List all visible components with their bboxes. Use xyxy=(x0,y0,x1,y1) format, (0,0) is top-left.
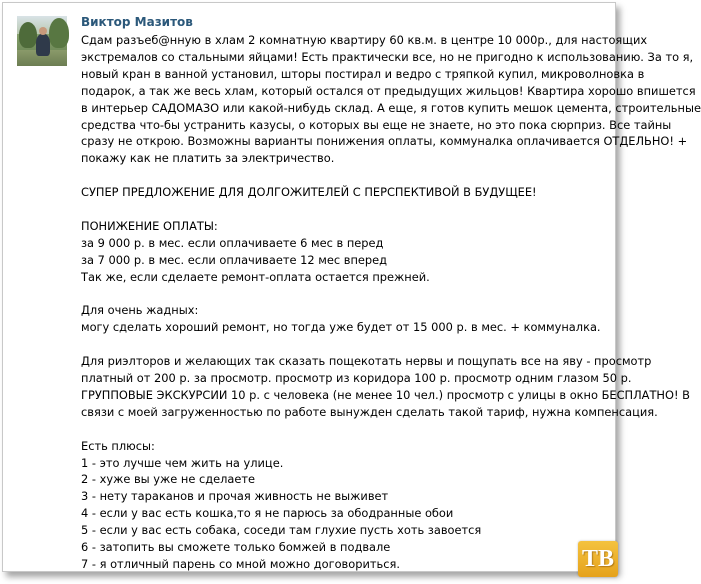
post-line: ГРУППОВЫЕ ЭКСКУРСИИ 10 р. с человека (не менее 10 чел.) просмотр с улицы в окно БЕСПЛАТНО! В xyxy=(81,387,690,402)
tv-logo-text: ТВ xyxy=(581,546,614,572)
post-line xyxy=(81,286,603,303)
post-line: Для риэлторов и желающих так сказать пощекотать нервы и пощупать все на яву - просмотр xyxy=(81,354,652,369)
post-line: связи с моей загруженностью по работе вынужден сделать такой тариф, нужна компенсация. xyxy=(81,404,658,419)
post-line: за 7 000 р. в мес. если оплачиваете 12 мес вперед xyxy=(81,252,388,267)
post-line: подарок, а так же весь хлам, который остался от предыдущих жильцов! Квартира хорошо впишется xyxy=(81,83,696,98)
post-line: 3 - нету тараканов и прочая живность не выживет xyxy=(81,489,389,504)
post-line: Есть плюсы: xyxy=(81,438,155,453)
tv-logo xyxy=(578,541,618,577)
post-line xyxy=(81,336,603,353)
post-line: Для очень жадных: xyxy=(81,303,199,318)
screenshot-frame xyxy=(2,2,701,572)
post-line: могу сделать хороший ремонт, но тогда уже будет от 15 000 р. в мес. + коммуналка. xyxy=(81,320,601,335)
post-line: новый кран в ванной установил, шторы постирал и ведро с тряпкой купил, микроволновка в xyxy=(81,66,645,81)
post-line: сразу не открою. Возможны варианты понижения оплаты, коммуналка оплачивается ОТДЕЛЬНО! + xyxy=(81,134,688,149)
post-line: ПОНИЖЕНИЕ ОПЛАТЫ: xyxy=(81,218,218,233)
post-line: средства что-бы устранить казусы, о которых вы еще не знаете, но это пока сюрприз. Все тайны xyxy=(81,117,672,132)
post-line xyxy=(81,201,603,218)
post-line: 6 - затопить вы сможете только бомжей в подвале xyxy=(81,540,391,555)
post-line: СУПЕР ПРЕДЛОЖЕНИЕ ДЛЯ ДОЛГОЖИТЕЛЕЙ С ПЕРСПЕКТИВОЙ В БУДУЩЕЕ! xyxy=(81,185,537,200)
post-line: платный от 200 р. за просмотр. просмотр из коридора 100 р. просмотр одним глазом 50 р. xyxy=(81,371,632,386)
post-line: за 9 000 р. в мес. если оплачиваете 6 мес в перед xyxy=(81,235,384,250)
post-line: покажу как не платить за электричество. xyxy=(81,151,335,166)
post-line: 7 - я отличный парень со мной можно договориться. xyxy=(81,557,400,572)
avatar[interactable] xyxy=(17,16,67,66)
author-name-link[interactable]: Виктор Мазитов xyxy=(81,15,193,29)
post-line: экстремалов со стальными яйцами! Есть практически все, но не пригодно к использованию. За то я, xyxy=(81,49,694,64)
post-line xyxy=(81,421,603,438)
post-line: 1 - это лучше чем жить на улице. xyxy=(81,455,284,470)
post-line: 4 - если у вас есть кошка,то я не парюсь за ободранные обои xyxy=(81,506,454,521)
post-text xyxy=(81,32,701,573)
post-line: 5 - если у вас есть собака, соседи там глухие пусть хоть завоется xyxy=(81,523,482,538)
post-line: Сдам разъеб@нную в хлам 2 комнатную квартиру 60 кв.м. в центре 10 000р., для настоящих xyxy=(81,33,648,47)
post-line: в интерьер САДОМАЗО или какой-нибудь склад. А еще, я готов купить мешок цемента, строительные xyxy=(81,100,701,115)
post-line: 2 - хуже вы уже не сделаете xyxy=(81,472,256,487)
post-line: Так же, если сделаете ремонт-оплата остается прежней. xyxy=(81,269,430,284)
post-line xyxy=(81,167,603,184)
